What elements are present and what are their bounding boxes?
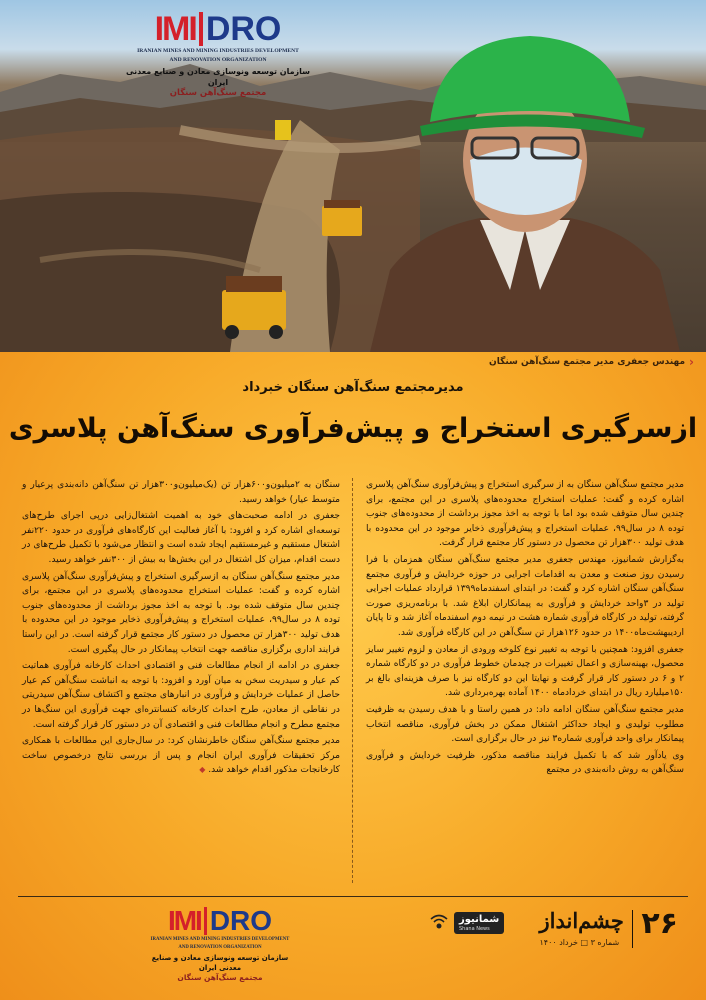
shana-news-logo	[428, 912, 504, 934]
brand-persian-line1: سازمان توسعه ونوسازی معادن و صنایع معدنی ایران	[151, 954, 289, 972]
end-of-article-icon: ◆	[199, 765, 206, 775]
imidro-logo	[118, 12, 318, 46]
header-photo	[0, 0, 706, 352]
paragraph: مدیر مجتمع سنگ‌آهن سنگان ادامه داد: در همین راستا و با هدف رسیدن به ظرفیت مطلوب تولیدی و ایجاد حداکثر اشتغال ممکن در بخش فرآوری، مناقصه انتخاب پیمانکار برای واحد فرآوری شماره۳ نیز در حال برگزاری است.	[366, 704, 684, 745]
imidro-logo	[140, 907, 300, 935]
brand-english-line1: IRANIAN MINES AND MINING INDUSTRIES DEVELOPMENT	[137, 48, 299, 54]
page-number: ۲۶	[641, 906, 678, 941]
photo-caption-text: مهندس جعفری مدیر مجتمع سنگ‌آهن سنگان	[489, 357, 686, 367]
manager-portrait-graphic	[360, 30, 690, 352]
shana-news-english: Shana News	[459, 926, 490, 932]
column-divider	[352, 478, 353, 883]
brand-english-line2: AND RENOVATION ORGANIZATION	[169, 57, 267, 63]
brand-persian-line1: سازمان توسعه ونوسازی معادن و صنایع معدنی ایران	[125, 67, 311, 87]
logo-divider-bar	[204, 907, 207, 935]
paragraph: مدیر مجتمع سنگ‌آهن سنگان به ازسرگیری استخراج و پیش‌فرآوری سنگ‌آهن پلاسری اشاره کرده و گفت: عملیات استخراج محدوده‌های پلاسری در این مجتمع، برای چندین سال متوقف شده بود. با توجه به اخذ مجوز برداشت از محدوده‌های جنوب توده ۸ در سال۹۹، عملیات استخراج و پیش‌فرآوری ذخایر موجود در این محدوده با هدف تولید ۳۰۰هزار تن محصول در دستور کار مجتمع قرار گرفته است. در این راستا فرایند اداری برگزاری مناقصه جهت انتخاب پیمانکار در حال پیگیری است.	[22, 571, 340, 655]
brand-persian-line2: مجتمع سنگ‌آهن سنگان	[169, 88, 267, 98]
shana-wordmark	[454, 912, 504, 934]
footer-brand-logo	[140, 907, 300, 983]
article-title: ازسرگیری استخراج و پیش‌فرآوری سنگ‌آهن پلاسری	[8, 413, 698, 444]
paragraph: جعفری در ادامه از انجام مطالعات فنی و اقتصادی احداث کارخانه فرآوری هماتیت کم عیار و سیدریت سخن به میان آورد و افزود: با توجه به انباشت سنگ‌آهن کم عیار حاصل از عملیات خردایش و فرآوری در انبارهای مجتمع و اکتشاف سنگ‌آهن سیدریتی در نقاطی از معادن، طرح احداث کارخانه کنسانتره‌ای جهت فرآوری این سنگ‌ها در مجتمع مطرح و انجام مطالعات فنی و اقتصادی آن در دستور کار قرار گرفته است.	[22, 661, 340, 730]
paragraph: جعفری در ادامه صحبت‌های خود به اهمیت اشتغال‌زایی درپی اجرای طرح‌های توسعه‌ای اشاره کرد و افزود: با آغاز فعالیت این کارگاه‌های فرآوری در حدود ۲۲۰نفر اشتغال مستقیم و غیرمستقیم ایجاد شده است و انتظار می‌شود با تکمیل طرح‌های در دست اقدام، میزان کل اشتغال در این بخش‌ها به بیش از ۳۰۰نفر خواهد رسید.	[22, 511, 340, 565]
paragraph: سنگان به ۲میلیون‌و۶۰۰هزار تن (یک‌میلیون‌و۳۰۰هزار تن سنگ‌آهن دانه‌بندی پرعیار و متوسط عیار) خواهد رسید.	[22, 480, 340, 505]
brand-english-line1: IRANIAN MINES AND MINING INDUSTRIES DEVELOPMENT	[150, 937, 290, 942]
article-column-right	[366, 478, 684, 780]
shana-news-persian: شمانیوز	[459, 914, 500, 925]
caption-arrow-icon: ‹	[689, 355, 694, 369]
logo-imi-text: IMI	[167, 905, 201, 936]
paragraph: وی یادآور شد که با تکمیل فرایند مناقصه مذکور، ظرفیت خردایش و فرآوری سنگ‌آهن به روش دانه‌بندی در مجتمع	[366, 750, 684, 776]
paragraph-last	[22, 734, 340, 778]
paragraph: مدیر مجتمع سنگ‌آهن سنگان به از سرگیری استخراج و پیش‌فرآوری سنگ‌آهن پلاسری اشاره کرده و گفت: عملیات استخراج محدوده‌های پلاسری در این مجتمع، برای چندین سال متوقف شده بود اما با توجه به اخذ مجوز برداشت از محدوده‌های جنوب توده ۸ در سال۹۹، عملیات استخراج و پیش‌فرآوری ذخایر موجود در این محدوده با هدف تولید ۳۰۰هزار تن محصول در دستور کار مجتمع قرار گرفت.	[365, 480, 684, 549]
brand-english-line2: AND RENOVATION ORGANIZATION	[178, 945, 262, 950]
paragraph: به‌گزارش شمانیوز، مهندس جعفری مدیر مجتمع سنگ‌آهن سنگان همزمان با فرا رسیدن روز صنعت و معدن به اقدامات اجرایی در حوزه خردایش و فرآوری مجتمع سنگ‌آهن سنگان اشاره کرد و گفت: در ابتدای اسفندماه۱۳۹۹ قرارداد عملیات اجرایی تولید در ۳واحد خردایش و فرآوری به پیمانکاران ابلاغ شد. با برنامه‌ریزی صورت گرفته، تولید در کارگاه فرآوری شماره هشت در نیمه دوم اسفندماه آغاز شد و تا پایان اردیبهشت‌ماه۱۴۰۰ در حدود ۱۲۶هزار تن سنگ‌آهن در این کارگاه فرآوری شد.	[366, 554, 684, 638]
page-info-divider	[632, 910, 634, 948]
footer-rule	[18, 896, 688, 897]
logo-imi-text: IMI	[154, 10, 196, 48]
logo-divider-bar	[199, 12, 203, 46]
issue-line: شماره ۳ □ خرداد ۱۴۰۰	[539, 938, 620, 947]
broadcast-icon	[428, 912, 450, 934]
page-info	[540, 908, 679, 948]
article-subtitle: مدیرمجتمع سنگ‌آهن سنگان خبرداد	[242, 380, 464, 395]
brand-persian-line2: مجتمع سنگ‌آهن سنگان	[177, 973, 263, 982]
magazine-name: چشم‌انداز	[539, 908, 624, 933]
paragraph: جعفری افزود: همچنین با توجه به تغییر نوع کلوخه ورودی از معادن و لزوم تغییر سایز محصول، بهینه‌سازی و اعمال تغییرات در چیدمان خطوط فرآوری در دو کارگاه شماره ۲ و ۶ در دستور کار قرار گرفت و نهایتا این دو کارگاه نیز با صرف هزینه‌ای بالغ بر ۱۵۰میلیارد ریال در ابتدای خردادماه ۱۴۰۰ آماده بهره‌برداری شد.	[366, 644, 684, 699]
paragraph-last-text: مدیر مجتمع سنگ‌آهن سنگان خاطرنشان کرد: در سال‌جاری این مطالعات با همکاری مرکز تحقیقات فرآوری ایران انجام و پس از بررسی نتایج درخصوص ساخت کارخانجات مذکور اقدام خواهد شد.	[22, 736, 340, 776]
logo-dro-text: DRO	[205, 10, 282, 48]
brand-logo-block	[118, 12, 318, 99]
magazine-info	[540, 908, 624, 947]
article-column-left	[22, 478, 340, 780]
photo-caption	[489, 352, 694, 372]
logo-dro-text: DRO	[209, 905, 273, 936]
